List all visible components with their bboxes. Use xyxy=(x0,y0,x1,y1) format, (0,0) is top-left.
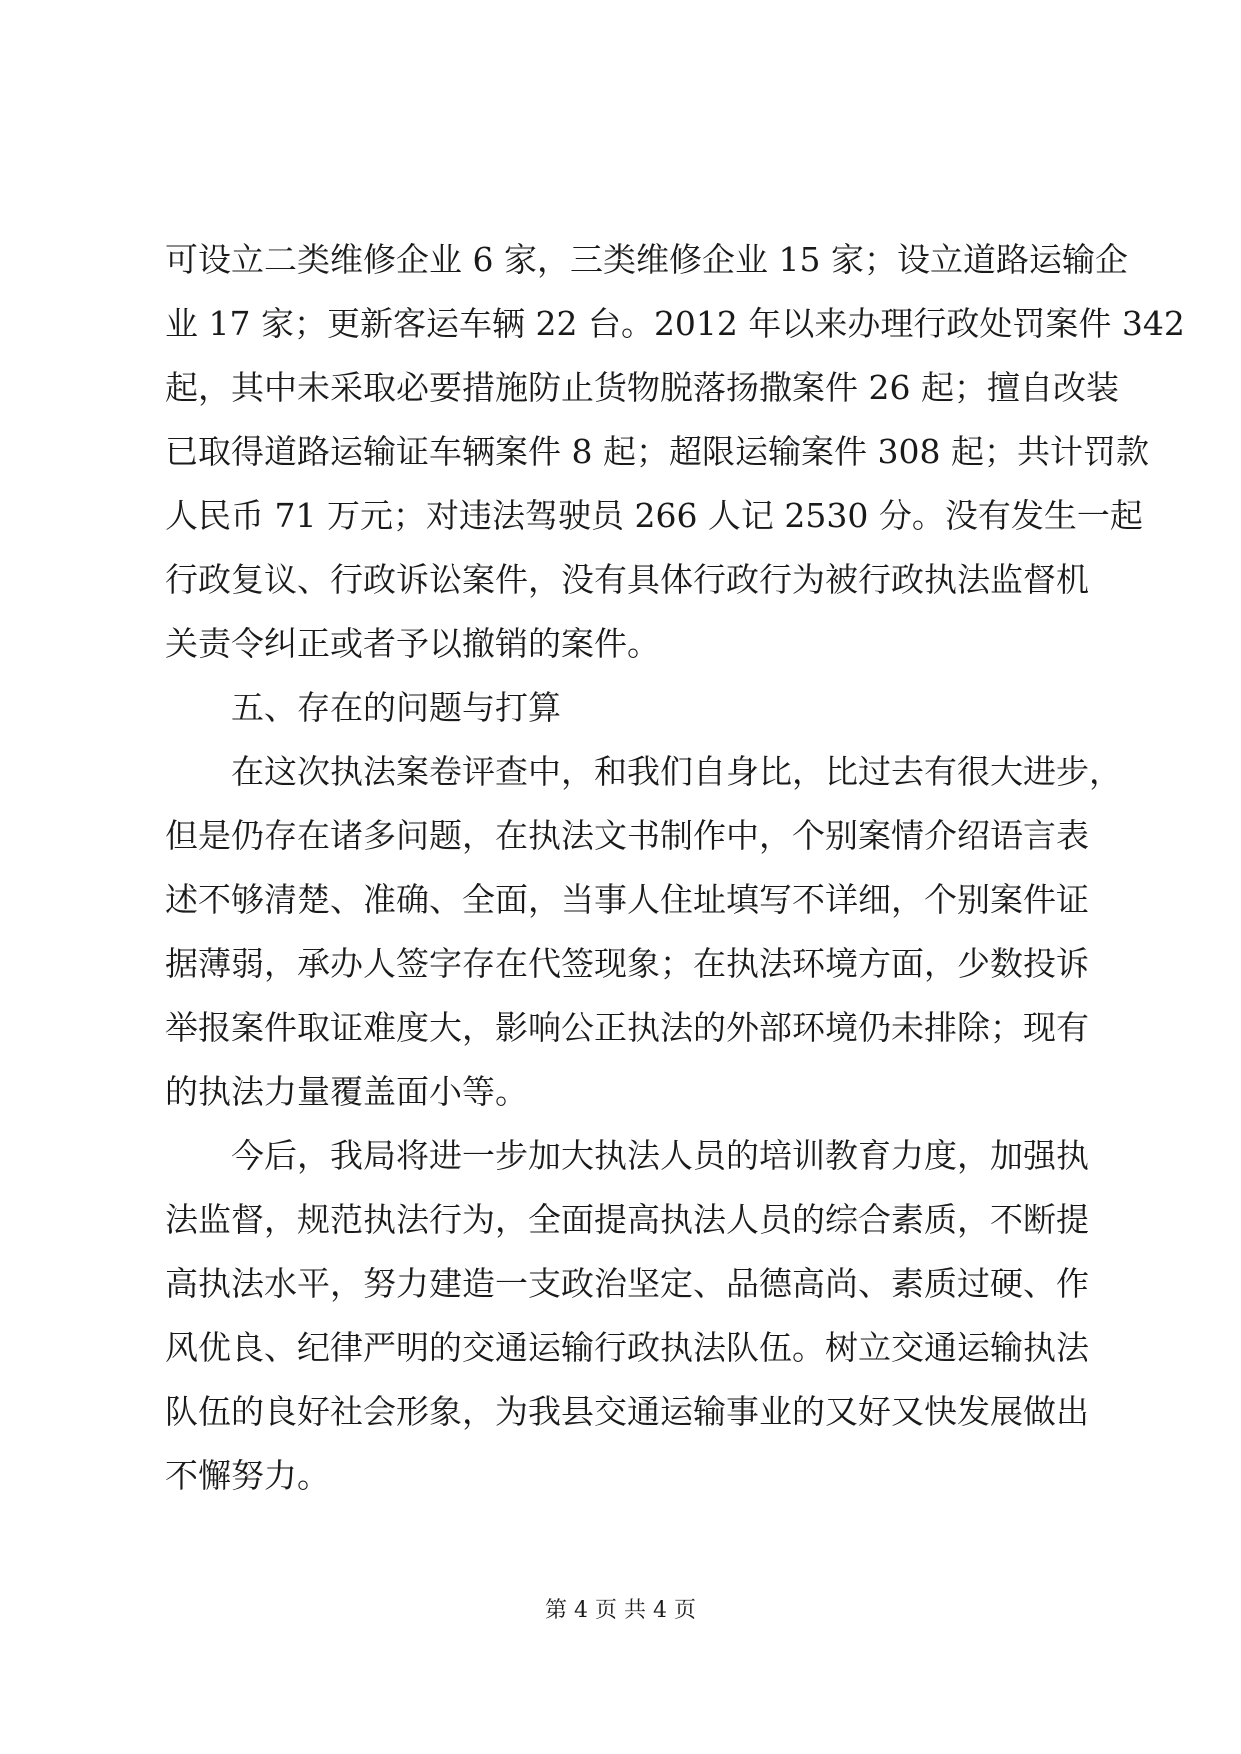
text-line: 据薄弱，承办人签字存在代签现象；在执法环境方面，少数投诉 xyxy=(165,944,1089,983)
text-line: 队伍的良好社会形象，为我县交通运输事业的又好又快发展做出 xyxy=(165,1392,1089,1431)
document-body xyxy=(165,228,1185,1508)
paragraph xyxy=(165,1124,1089,1508)
section-heading xyxy=(165,676,1080,740)
text-line: 业 17 家；更新客运车辆 22 台。2012 年以来办理行政处罚案件 342 xyxy=(165,304,1185,343)
text-line: 的执法力量覆盖面小等。 xyxy=(165,1072,528,1111)
paragraph xyxy=(165,740,1122,1124)
text-line: 行政复议、行政诉讼案件，没有具体行政行为被行政执法监督机 xyxy=(165,560,1089,599)
text-line: 不懈努力。 xyxy=(165,1456,330,1495)
text-line: 但是仍存在诸多问题，在执法文书制作中，个别案情介绍语言表 xyxy=(165,816,1089,855)
text-line: 法监督，规范执法行为，全面提高执法人员的综合素质，不断提 xyxy=(165,1200,1089,1239)
text-line: 起，其中未采取必要措施防止货物脱落扬撒案件 26 起；擅自改装 xyxy=(165,368,1119,407)
section-heading-text: 五、存在的问题与打算 xyxy=(231,688,561,727)
text-line: 可设立二类维修企业 6 家，三类维修企业 15 家；设立道路运输企 xyxy=(165,240,1128,279)
text-line: 述不够清楚、准确、全面，当事人住址填写不详细，个别案件证 xyxy=(165,880,1089,919)
text-line: 关责令纠正或者予以撤销的案件。 xyxy=(165,624,660,663)
text-line: 举报案件取证难度大，影响公正执法的外部环境仍未排除；现有 xyxy=(165,1008,1089,1047)
text-line: 高执法水平，努力建造一支政治坚定、品德高尚、素质过硬、作 xyxy=(165,1264,1089,1303)
page-number-footer: 第 4 页 共 4 页 xyxy=(545,1598,696,1623)
paragraph xyxy=(165,228,1185,676)
text-line: 风优良、纪律严明的交通运输行政执法队伍。树立交通运输执法 xyxy=(165,1328,1089,1367)
text-line: 已取得道路运输证车辆案件 8 起；超限运输案件 308 起；共计罚款 xyxy=(165,432,1149,471)
text-line: 在这次执法案卷评查中，和我们自身比，比过去有很大进步， xyxy=(231,752,1122,791)
text-line: 今后，我局将进一步加大执法人员的培训教育力度，加强执 xyxy=(231,1136,1089,1175)
text-line: 人民币 71 万元；对违法驾驶员 266 人记 2530 分。没有发生一起 xyxy=(165,496,1143,535)
